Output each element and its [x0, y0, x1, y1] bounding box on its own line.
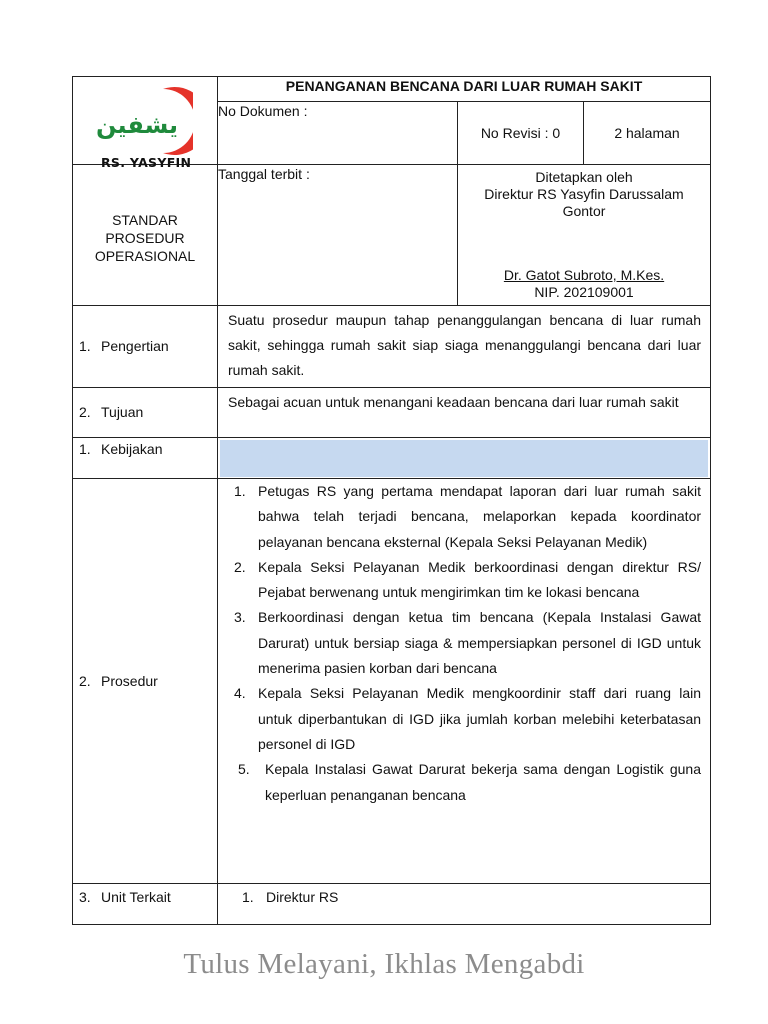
prosedur-item-num: 5.: [238, 761, 250, 778]
halaman-text: 2 halaman: [614, 124, 680, 141]
prosedur-item-text: Berkoordinasi dengan ketua tim bencana (Kepala Instalasi Gawat Darurat) untuk bersiap siaga & mempersiapkan personel di IGD untuk menerima pasien korban dari bencana: [258, 609, 702, 677]
unit-terkait-num: 3.: [79, 889, 91, 905]
logo-name: RS. YASYFIN: [101, 155, 192, 170]
prosedur-item-num: 2.: [234, 558, 246, 575]
tujuan-label: [73, 388, 218, 438]
prosedur-list: [218, 479, 711, 884]
ditetapkan-block: [458, 165, 711, 306]
halaman: [584, 102, 711, 165]
logo-arabic-text: يشفين: [95, 111, 179, 139]
tujuan-text: Sebagai acuan untuk menangani keadaan bencana dari luar rumah sakit: [218, 388, 711, 438]
sop-label-line-3: OPERASIONAL: [94, 248, 196, 265]
no-dokumen: No Dokumen :: [218, 102, 458, 165]
pengertian-text: Suatu prosedur maupun tahap penanggulangan bencana di luar rumah sakit, sehingga rumah sakit siap siaga menanggulangi bencana dari luar rumah sakit.: [218, 306, 711, 388]
prosedur-item-text: Kepala Seksi Pelayanan Medik mengkoordinir staff dari ruang lain untuk diperbantukan di IGD jika jumlah korban melebihi keterbatasan personel di IGD: [258, 685, 702, 752]
ditetapkan-line-2: Direktur RS Yasyfin Darussalam: [484, 185, 684, 202]
pengertian-label: [73, 306, 218, 388]
prosedur-item: [218, 757, 701, 808]
prosedur-item-num: 4.: [234, 685, 246, 702]
prosedur-num: 2.: [79, 672, 91, 689]
no-revisi: [458, 102, 584, 165]
prosedur-item: [218, 555, 701, 606]
kebijakan-label: [73, 438, 218, 479]
prosedur-item: [218, 479, 701, 555]
document-title: PENANGANAN BENCANA DARI LUAR RUMAH SAKIT: [218, 77, 711, 102]
prosedur-item: [218, 605, 701, 681]
prosedur-item-text: Kepala Seksi Pelayanan Medik berkoordinasi dengan direktur RS/ Pejabat berwenang untuk mengirimkan tim ke lokasi bencana: [258, 558, 702, 601]
sop-document-table: [72, 76, 711, 925]
unit-terkait-label: [73, 884, 218, 925]
unit-terkait-list: [218, 884, 711, 925]
prosedur-item-text: Kepala Instalasi Gawat Darurat bekerja sama dengan Logistik guna keperluan penanganan bencana: [265, 761, 702, 803]
hospital-logo: [93, 85, 193, 161]
prosedur-item-text: Petugas RS yang pertama mendapat laporan dari luar rumah sakit bahwa telah terjadi bencana, melaporkan kepada koordinator pelayanan bencana eksternal (Kepala Seksi Pelayanan Medik): [258, 483, 702, 550]
pengertian-num: 1.: [79, 338, 91, 355]
unit-terkait-label-text: Unit Terkait: [101, 889, 171, 905]
unit-terkait-item-text: Direktur RS: [266, 889, 339, 905]
ditetapkan-line-1: Ditetapkan oleh: [535, 169, 633, 185]
footer-motto: Tulus Melayani, Ikhlas Mengabdi: [183, 948, 585, 980]
prosedur-item: [218, 681, 701, 757]
unit-terkait-item-num: 1.: [242, 889, 254, 905]
prosedur-label-text: Prosedur: [101, 672, 158, 689]
ditetapkan-line-3: Gontor: [562, 202, 606, 219]
signer-nip: NIP. 202109001: [534, 283, 634, 300]
kebijakan-num: 1.: [79, 441, 91, 457]
no-revisi-text: No Revisi : 0: [480, 124, 561, 141]
kebijakan-content: [218, 438, 711, 479]
signer-name: Dr. Gatot Subroto, M.Kes.: [503, 267, 665, 283]
tujuan-label-text: Tujuan: [101, 404, 144, 421]
prosedur-label: [73, 479, 218, 884]
sop-label-line-1: STANDAR: [112, 211, 178, 228]
tanggal-terbit: Tanggal terbit :: [218, 165, 458, 306]
sop-label: [73, 165, 218, 306]
tujuan-num: 2.: [79, 404, 91, 421]
sop-label-line-2: PROSEDUR: [105, 229, 185, 246]
pengertian-label-text: Pengertian: [101, 338, 169, 355]
prosedur-item-num: 3.: [234, 609, 246, 626]
logo-cell: [73, 77, 218, 170]
kebijakan-highlight: [220, 440, 708, 477]
kebijakan-label-text: Kebijakan: [101, 441, 163, 457]
prosedur-item-num: 1.: [234, 483, 246, 499]
